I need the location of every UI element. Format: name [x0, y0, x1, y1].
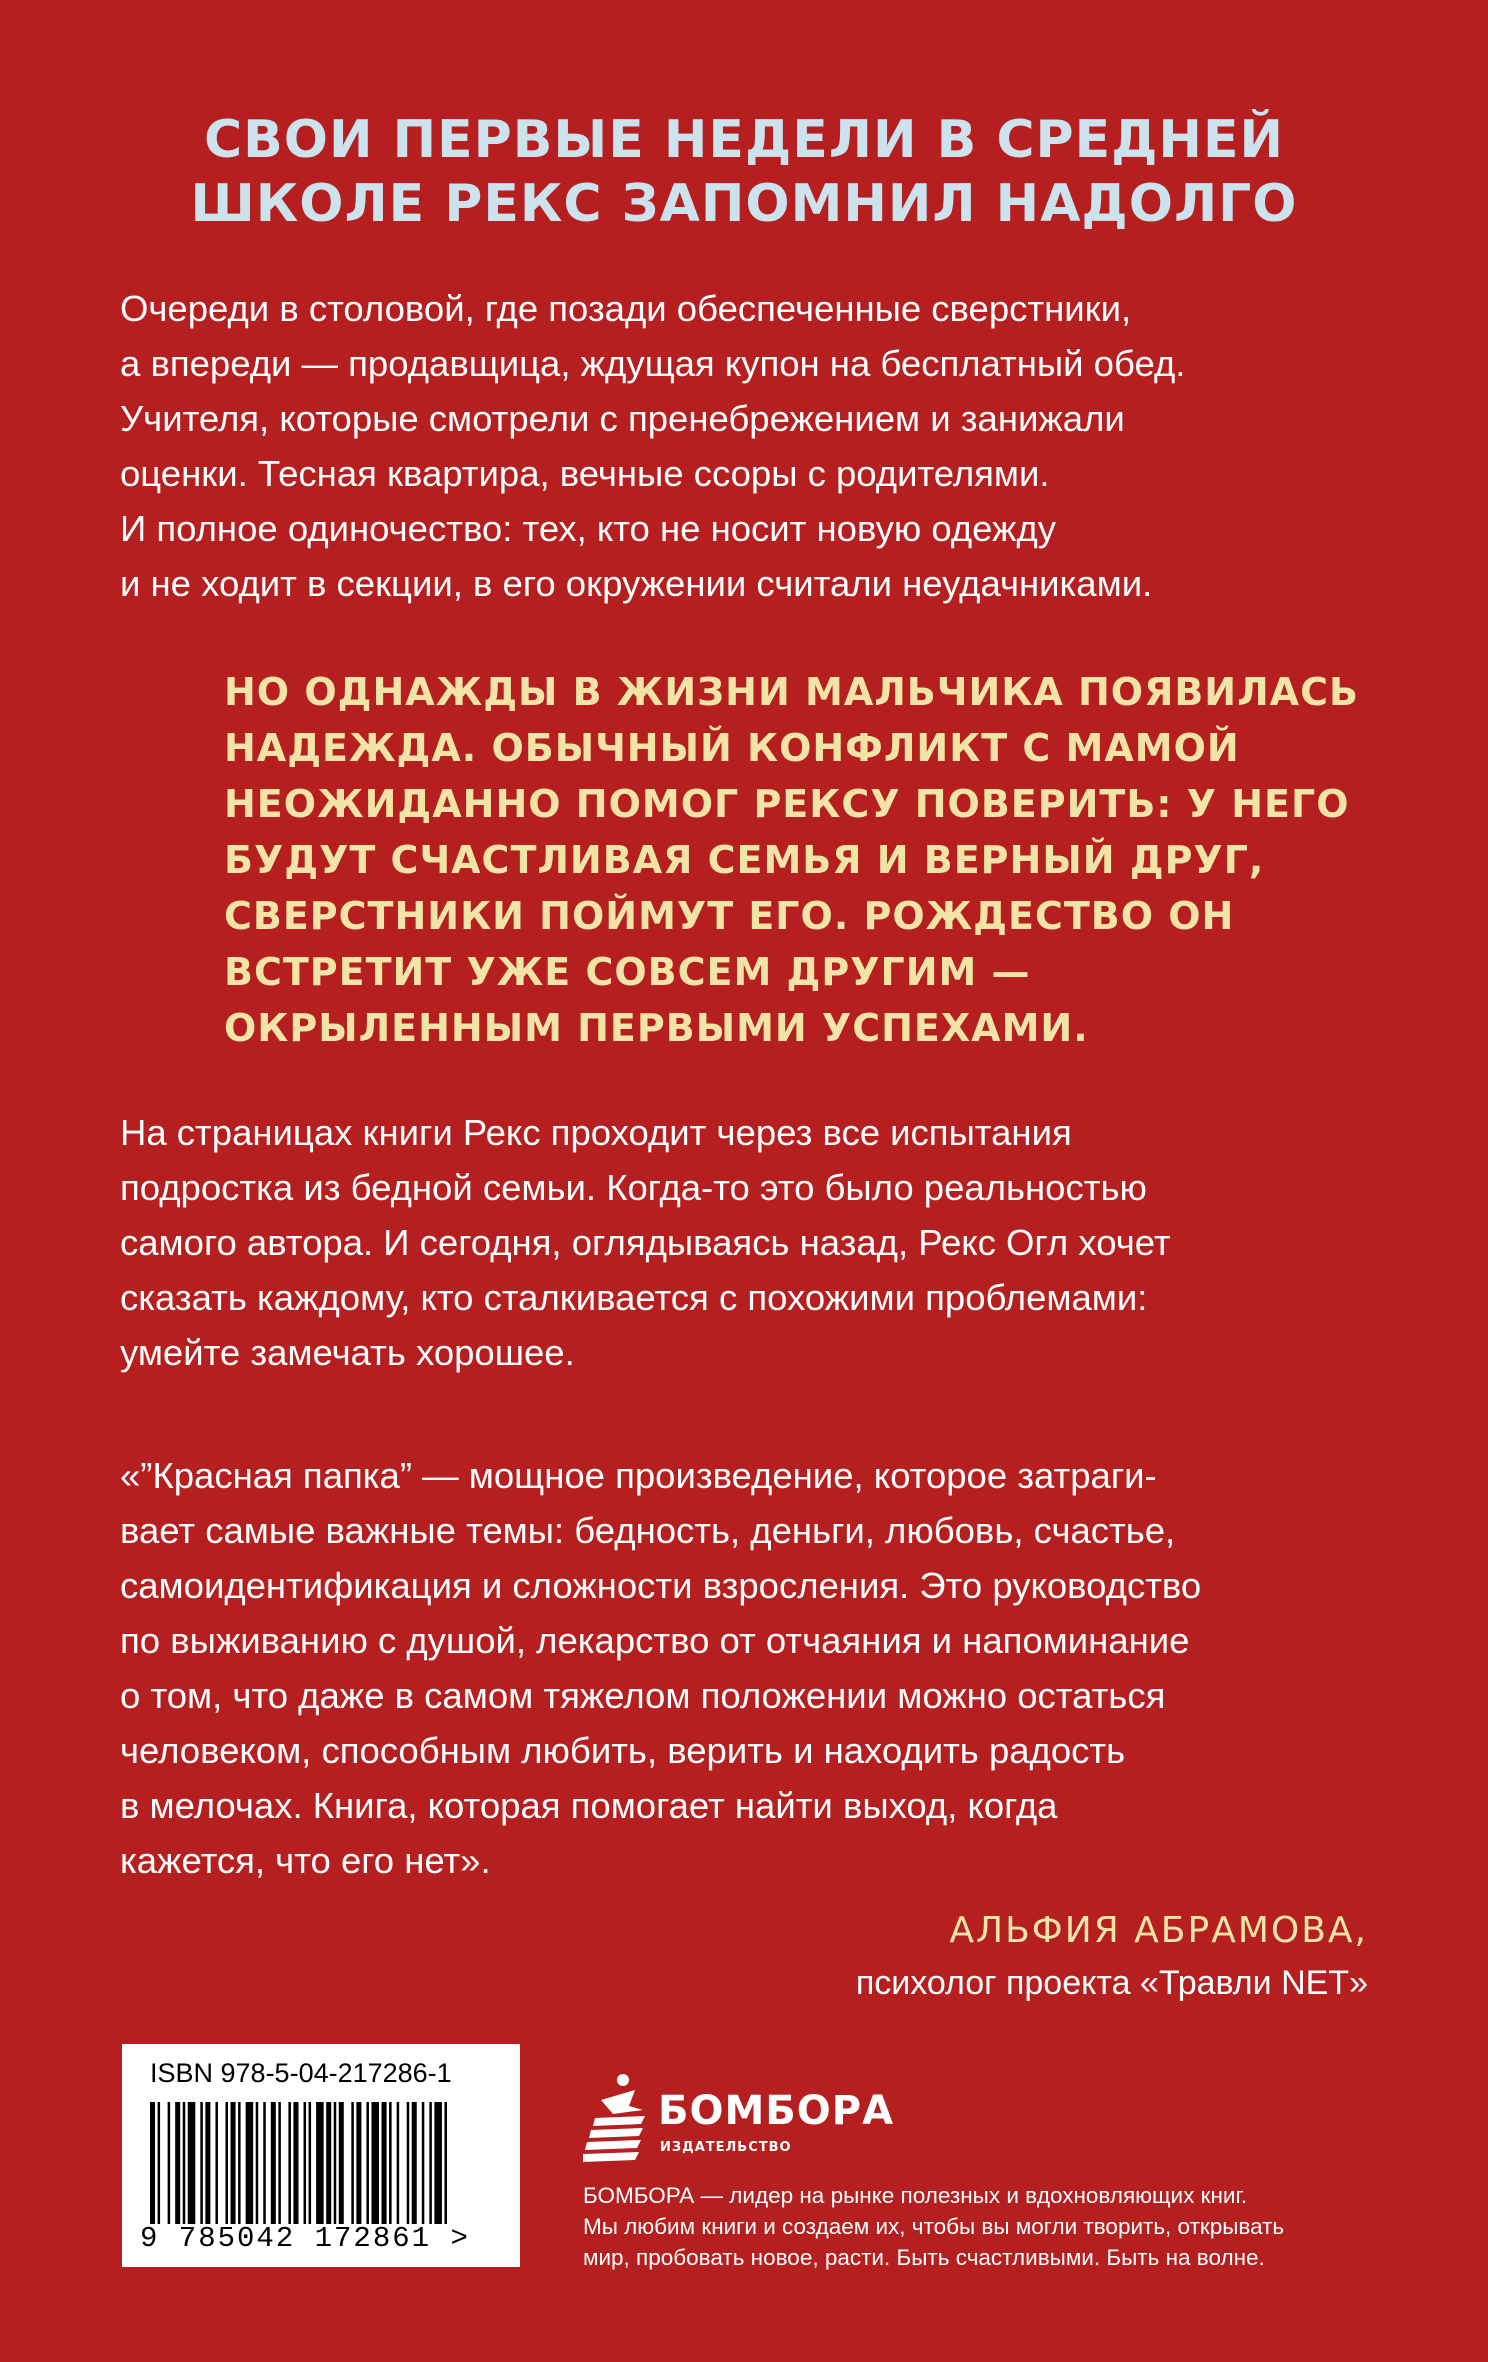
barcode-bar — [356, 2102, 361, 2224]
barcode-bar — [231, 2102, 236, 2224]
barcode-bar — [382, 2102, 387, 2224]
description-paragraph — [120, 1105, 1171, 1380]
barcode-bar — [366, 2102, 369, 2224]
barcode-bar — [371, 2102, 379, 2224]
highlight-line: ВСТРЕТИТ УЖЕ СОВСЕМ ДРУГИМ — — [224, 950, 1031, 994]
barcode-bar — [200, 2102, 203, 2224]
description-line: умейте замечать хорошее. — [120, 1332, 575, 1373]
review-line: в мелочах. Книга, которая помогает найти выход, когда — [120, 1785, 1058, 1826]
barcode-bar — [293, 2102, 298, 2224]
barcode-bar — [150, 2102, 155, 2224]
barcode-bar — [205, 2102, 210, 2224]
description-line: На страницах книги Рекс проходит через все испытания — [120, 1112, 1072, 1153]
barcode-bar — [434, 2102, 442, 2224]
barcode-bar — [334, 2102, 337, 2224]
barcode-bar — [397, 2102, 400, 2224]
highlight-paragraph — [224, 664, 1359, 1056]
barcode-bar — [407, 2102, 410, 2224]
review-attribution — [856, 1905, 1368, 2009]
barcode-bar — [188, 2102, 196, 2224]
review-line: по выживанию с душой, лекарство от отчаяния и напоминание — [120, 1620, 1190, 1661]
intro-line: И полное одиночество: тех, кто не носит новую одежду — [120, 508, 1056, 549]
barcode-bar — [183, 2102, 186, 2224]
publisher-tagline — [583, 2180, 1284, 2273]
barcode-bar — [309, 2102, 312, 2224]
barcode-bars — [150, 2102, 452, 2224]
barcode-bar — [412, 2102, 417, 2224]
ean-digits: 9 785042 172861 > — [140, 2222, 470, 2255]
barcode-bar — [339, 2102, 344, 2224]
barcode-bar — [271, 2102, 276, 2224]
barcode-bar — [238, 2102, 241, 2224]
headline-line: ШКОЛЕ РЕКС ЗАПОМНИЛ НАДОЛГО — [190, 174, 1298, 234]
barcode-bar — [389, 2102, 392, 2224]
publisher-tagline-line: мир, пробовать новое, расти. Быть счастливыми. Быть на волне. — [583, 2245, 1265, 2270]
reviewer-name: АЛЬФИЯ АБРАМОВА, — [949, 1910, 1368, 1951]
review-line: «”Красная папка” — мощное произведение, которое затраги- — [120, 1455, 1157, 1496]
barcode-bar — [158, 2102, 161, 2224]
intro-line: а впереди — продавщица, ждущая купон на бесплатный обед. — [120, 343, 1186, 384]
review-line: самоидентификация и сложности взросления. Это руководство — [120, 1565, 1202, 1606]
publisher-tagline-line: БОМБОРА — лидер на рынке полезных и вдохновляющих книг. — [583, 2183, 1248, 2208]
barcode-bar — [226, 2102, 229, 2224]
highlight-line: НО ОДНАЖДЫ В ЖИЗНИ МАЛЬЧИКА ПОЯВИЛАСЬ — [224, 670, 1359, 714]
highlight-line: НЕОЖИДАННО ПОМОГ РЕКСУ ПОВЕРИТЬ: У НЕГО — [224, 782, 1350, 826]
description-line: подростка из бедной семьи. Когда-то это было реальностью — [120, 1167, 1147, 1208]
review-line: о том, что даже в самом тяжелом положении можно остаться — [120, 1675, 1166, 1716]
review-line: кажется, что его нет». — [120, 1840, 491, 1881]
review-line: человеком, способным любить, верить и находить радость — [120, 1730, 1126, 1771]
barcode-bar — [351, 2102, 354, 2224]
barcode-bar — [168, 2102, 171, 2224]
barcode-bar — [246, 2102, 254, 2224]
publisher-brand-subtitle: ИЗДАТЕЛЬСТВО — [660, 2140, 792, 2155]
barcode-bar — [444, 2102, 447, 2224]
intro-line: оценки. Тесная квартира, вечные ссоры с родителями. — [120, 453, 1050, 494]
review-quote — [120, 1448, 1201, 1888]
headline — [0, 108, 1488, 236]
isbn-text: ISBN 978-5-04-217286-1 — [150, 2058, 452, 2088]
barcode-bar — [326, 2102, 331, 2224]
barcode-bar — [215, 2102, 218, 2224]
barcode-bar — [175, 2102, 180, 2224]
isbn-barcode — [122, 2044, 520, 2267]
intro-paragraph — [120, 281, 1185, 611]
description-line: сказать каждому, кто сталкивается с похожими проблемами: — [120, 1277, 1148, 1318]
barcode-bar — [316, 2102, 324, 2224]
highlight-line: НАДЕЖДА. ОБЫЧНЫЙ КОНФЛИКТ С МАМОЙ — [224, 726, 1240, 770]
highlight-line: СВЕРСТНИКИ ПОЙМУТ ЕГО. РОЖДЕСТВО ОН — [224, 894, 1235, 938]
description-line: самого автора. И сегодня, оглядываясь назад, Рекс Огл хочет — [120, 1222, 1171, 1263]
intro-line: и не ходит в секции, в его окружении считали неудачниками. — [120, 563, 1153, 604]
review-line: вает самые важные темы: бедность, деньги, любовь, счастье, — [120, 1510, 1176, 1551]
publisher-brand-name: БОМБОРА — [658, 2088, 895, 2134]
barcode-bar — [422, 2102, 425, 2224]
barcode-bar — [429, 2102, 432, 2224]
barcode-bar — [288, 2102, 291, 2224]
barcode-bar — [256, 2102, 259, 2224]
publisher-tagline-line: Мы любим книги и создаем их, чтобы вы могли творить, открывать — [583, 2214, 1285, 2239]
barcode-bar — [263, 2102, 266, 2224]
intro-line: Очереди в столовой, где позади обеспеченные сверстники, — [120, 288, 1132, 329]
headline-line: СВОИ ПЕРВЫЕ НЕДЕЛИ В СРЕДНЕЙ — [203, 110, 1284, 170]
barcode-bar — [304, 2102, 307, 2224]
highlight-line: БУДУТ СЧАСТЛИВАЯ СЕМЬЯ И ВЕРНЫЙ ДРУГ, — [224, 838, 1265, 882]
highlight-line: ОКРЫЛЕННЫМ ПЕРВЫМИ УСПЕХАМИ. — [224, 1006, 1089, 1050]
intro-line: Учителя, которые смотрели с пренебрежением и занижали — [120, 398, 1125, 439]
reviewer-role: психолог проекта «Травли NET» — [855, 1964, 1368, 2002]
barcode-bar — [278, 2102, 281, 2224]
